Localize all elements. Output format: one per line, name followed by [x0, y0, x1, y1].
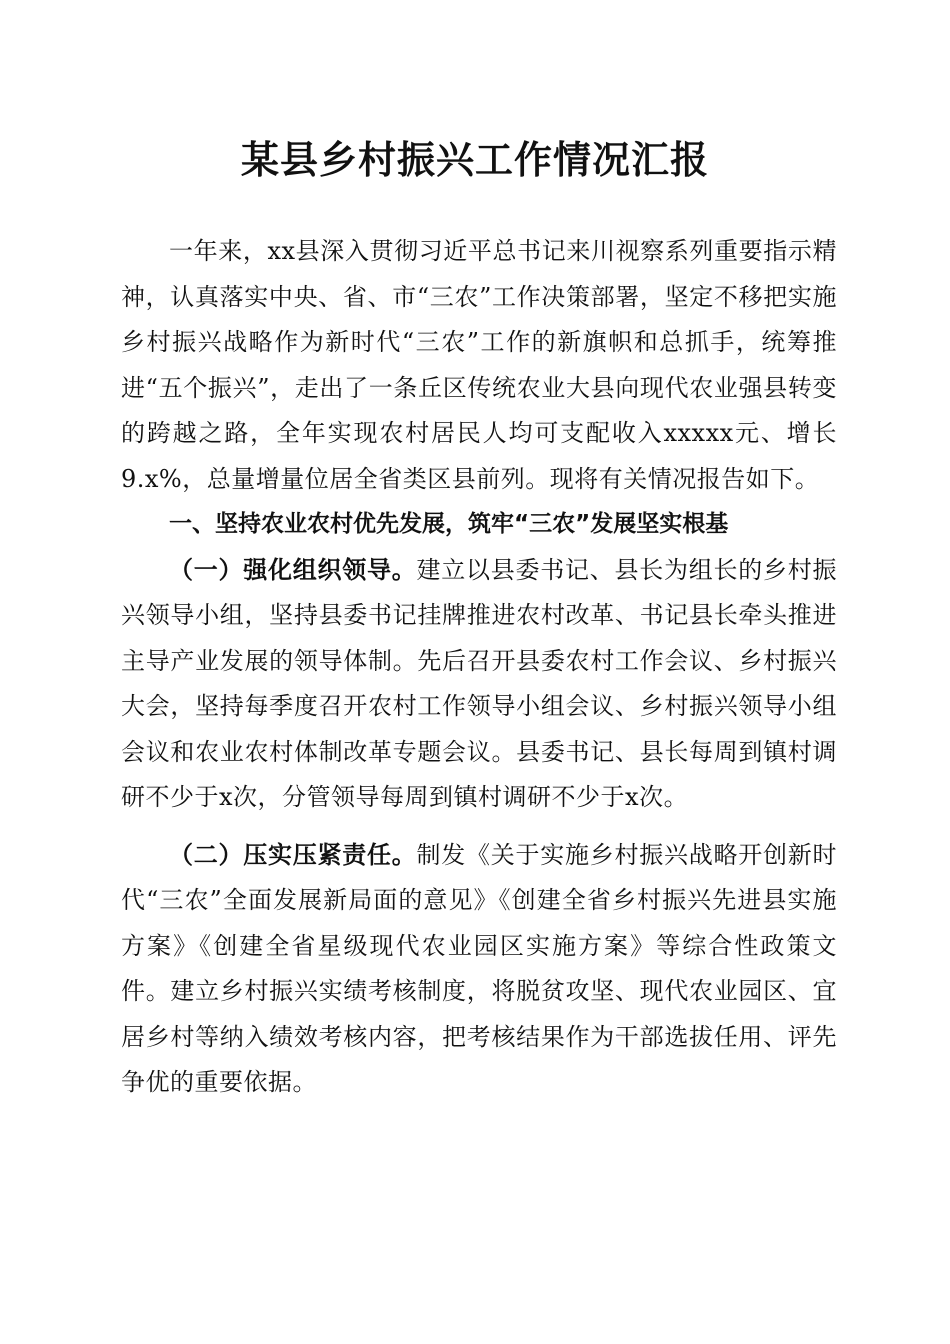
subsection-2-paragraph: [121, 833, 837, 1106]
subsection-1-text: 建立以县委书记、县长为组长的乡村振兴领导小组，坚持县委书记挂牌推进农村改革、书记县长牵头推进主导产业发展的领导体制。先后召开县委农村工作会议、乡村振兴大会，坚持每季度召开农村工作领导小组会议、乡村振兴领导小组会议和农业农村体制改革专题会议。县委书记、县长每周到镇村调研不少于x次，分管领导每周到镇村调研不少于x次。: [121, 555, 837, 811]
subsection-1-lead: （一）强化组织领导。: [169, 555, 417, 584]
subsection-2-lead: （二）压实压紧责任。: [169, 840, 417, 869]
paragraph-gap: [121, 821, 837, 833]
document-title: 某县乡村振兴工作情况汇报: [240, 137, 709, 182]
document-body: [121, 229, 837, 1106]
subsection-2-text: 制发《关于实施乡村振兴战略开创新时代“三农”全面发展新局面的意见》《创建全省乡村振兴先进县实施方案》《创建全省星级现代农业园区实施方案》等综合性政策文件。建立乡村振兴实绩考核制度，将脱贫攻坚、现代农业园区、宜居乡村等纳入绩效考核内容，把考核结果作为干部选拔任用、评先争优的重要依据。: [121, 840, 837, 1096]
section-heading-1: 一、坚持农业农村优先发展，筑牢“三农”发展坚实根基: [169, 511, 729, 537]
subsection-1-paragraph: [121, 548, 837, 821]
intro-paragraph: 一年来，xx县深入贯彻习近平总书记来川视察系列重要指示精神，认真落实中央、省、市“三农”工作决策部署，坚定不移把实施乡村振兴战略作为新时代“三农”工作的新旗帜和总抓手，统筹推进“五个振兴”，走出了一条丘区传统农业大县向现代农业强县转变的跨越之路，全年实现农村居民人均可支配收入xxxxx元、增长9.x%，总量增量位居全省类区县前列。现将有关情况报告如下。: [121, 237, 837, 493]
